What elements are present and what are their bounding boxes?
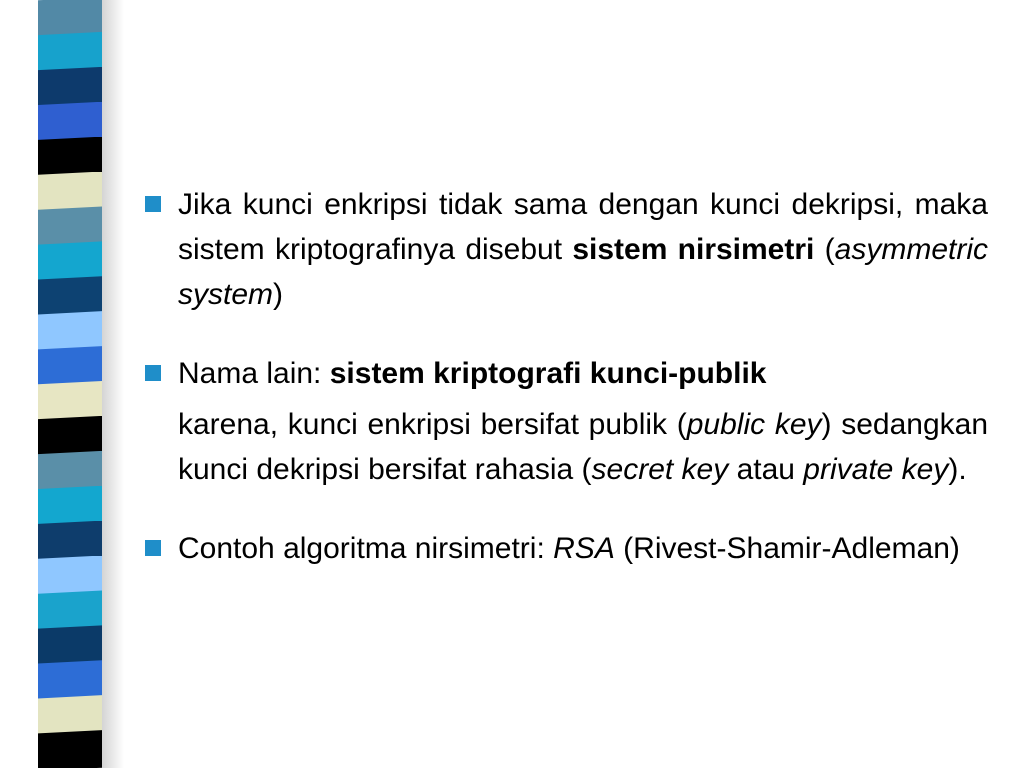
bullet-item	[145, 526, 988, 571]
square-bullet-icon	[145, 196, 161, 212]
continuation-paragraph	[145, 402, 988, 492]
strip-band	[38, 0, 102, 38]
strip-band	[38, 32, 102, 73]
bullet-text-3: Contoh algoritma nirsimetri: RSA (Rivest-Shamir-Adleman)	[178, 532, 960, 565]
strip-band	[38, 206, 102, 247]
strip-band	[38, 695, 102, 736]
bullet-item	[145, 182, 988, 317]
strip-band	[38, 416, 102, 457]
strip-band	[38, 311, 102, 352]
strip-band	[38, 241, 102, 282]
strip-band	[38, 486, 102, 527]
strip-band	[38, 625, 102, 666]
bullet-item	[145, 351, 988, 396]
strip-band	[38, 381, 102, 422]
continuation-text: karena, kunci enkripsi bersifat publik (public key) sedangkan kunci dekripsi bersifat rahasia (secret key atau private key).	[178, 408, 988, 486]
square-bullet-icon	[145, 365, 161, 381]
bullet-text-2: Nama lain: sistem kriptografi kunci-publik	[178, 357, 767, 390]
strip-band	[38, 521, 102, 562]
slide-content	[145, 182, 988, 571]
strip-band	[38, 172, 102, 213]
strip-band	[38, 137, 102, 178]
strip-band	[38, 590, 102, 631]
strip-band	[38, 556, 102, 597]
decorative-strip-shadow	[100, 0, 124, 768]
strip-band	[38, 346, 102, 387]
decorative-color-strip	[38, 0, 102, 768]
strip-band	[38, 730, 102, 768]
bullet-text-1: Jika kunci enkripsi tidak sama dengan kunci dekripsi, maka sistem kriptografinya disebut sistem nirsimetri (asymmetric system)	[178, 188, 988, 311]
strip-band	[38, 660, 102, 701]
strip-band	[38, 67, 102, 108]
strip-band	[38, 102, 102, 143]
square-bullet-icon	[145, 540, 161, 556]
strip-band	[38, 451, 102, 492]
strip-band	[38, 276, 102, 317]
